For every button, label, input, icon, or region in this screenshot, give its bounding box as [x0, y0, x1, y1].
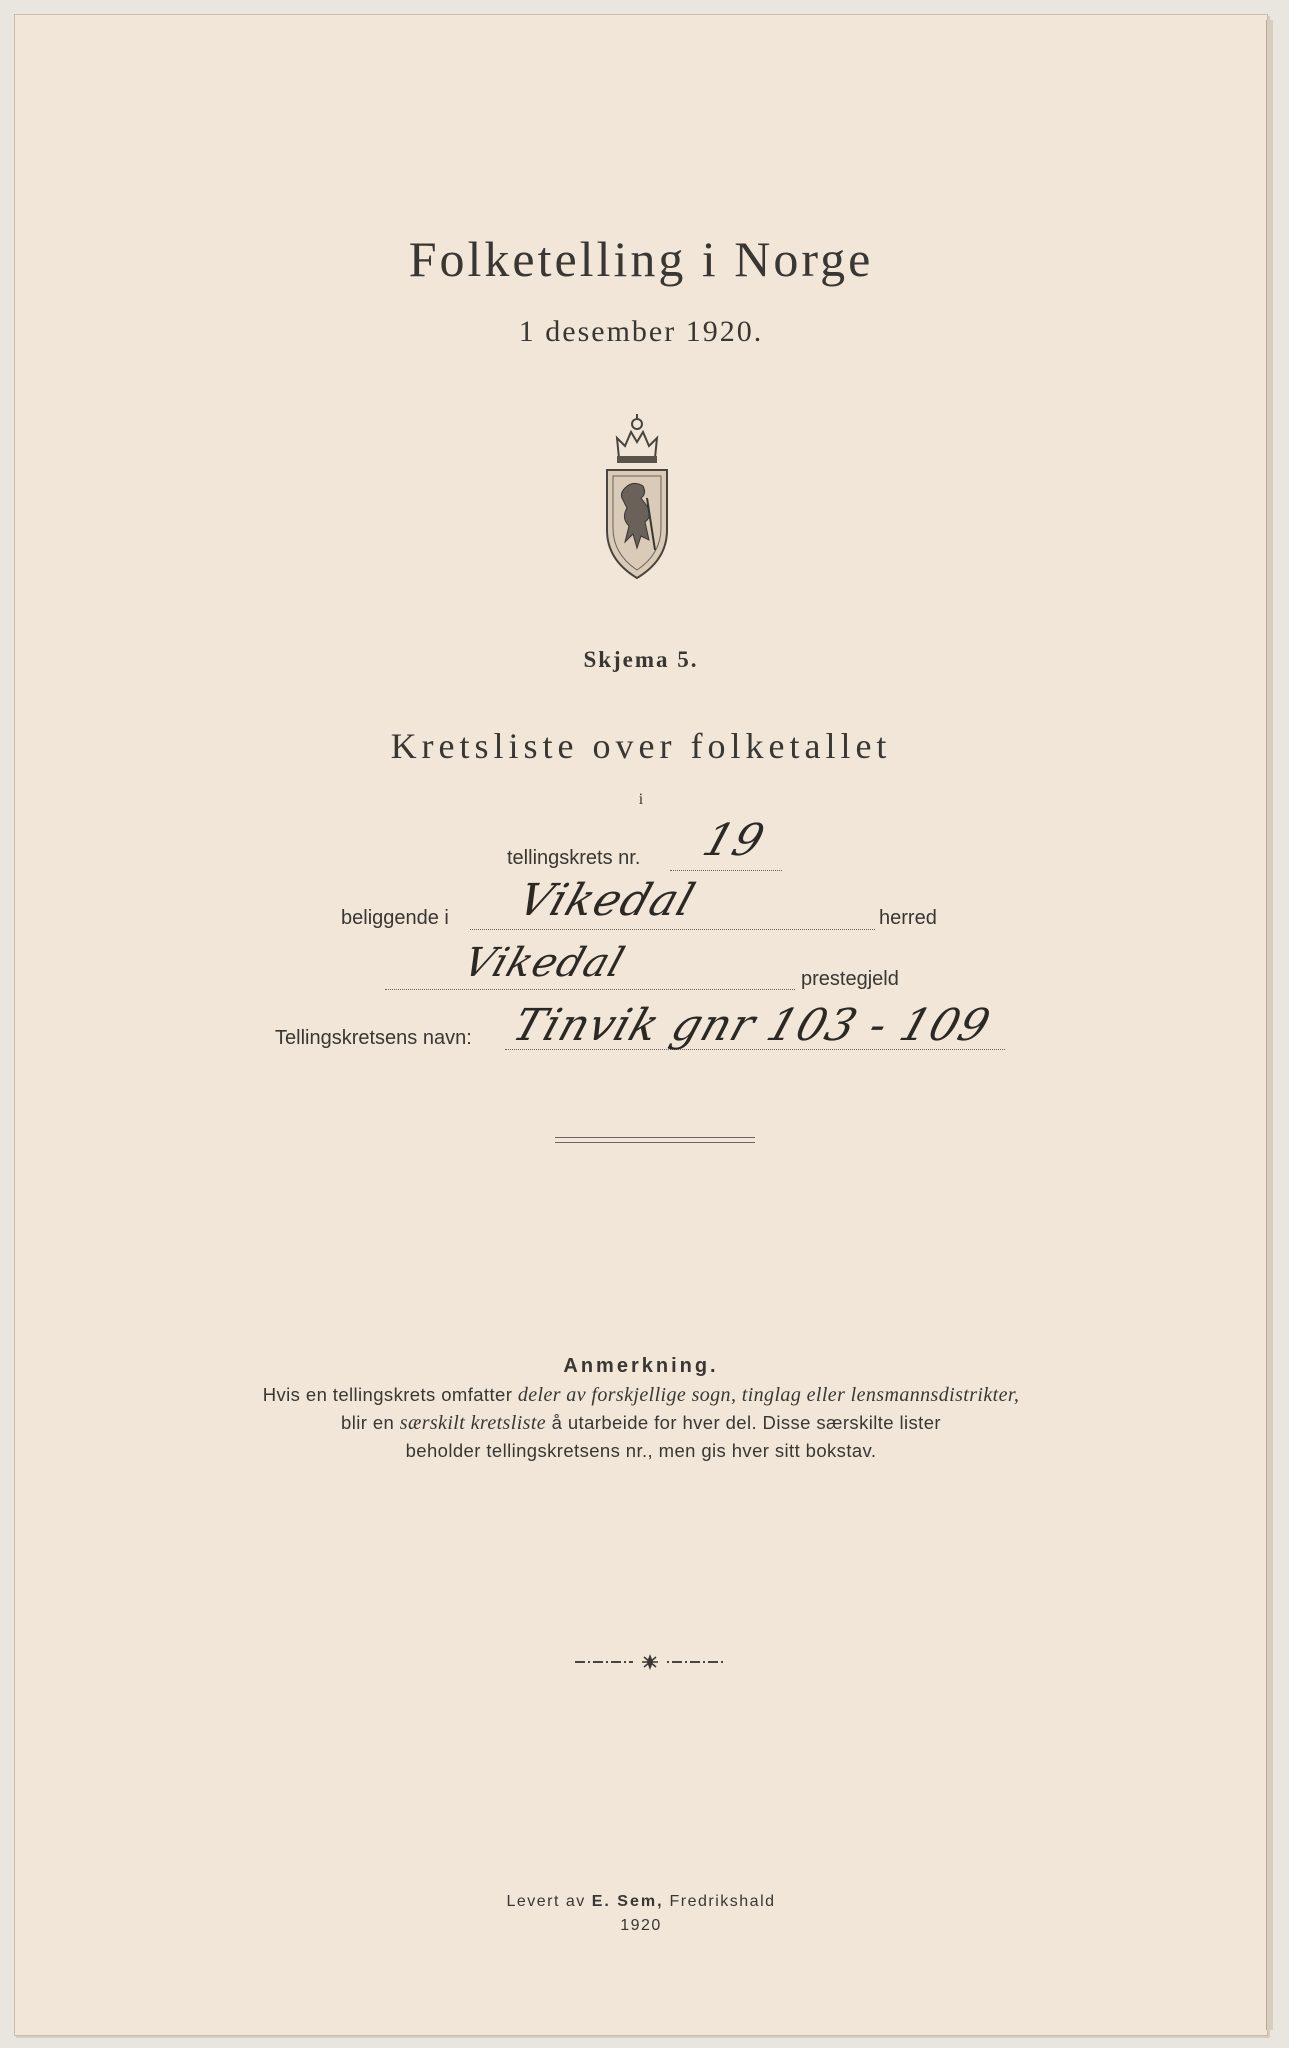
prestegjeld-label: prestegjeld [801, 968, 899, 990]
anmerkning-line-2a: blir en [341, 1412, 400, 1433]
prestegjeld-line [385, 989, 795, 990]
beliggende-label: beliggende i [341, 907, 449, 929]
beliggende-line [470, 929, 875, 930]
document-date: 1 desember 1920. [518, 315, 764, 348]
tellingskrets-line [670, 870, 782, 871]
divider-rule-bottom [555, 1142, 755, 1143]
herred-label: herred [879, 907, 937, 929]
tellingskrets-value: 19 [696, 815, 772, 866]
printer-suffix: Fredrikshald [663, 1893, 776, 1910]
page-edge [1266, 20, 1273, 2030]
printer-line [15, 1890, 1267, 1914]
ornament-divider-icon [575, 1651, 725, 1673]
printer-prefix: Levert av [506, 1893, 592, 1910]
anmerkning-line-1 [15, 1381, 1267, 1409]
anmerkning-text [15, 1381, 1267, 1464]
anmerkning-line-1a: Hvis en tellingskrets omfatter [262, 1384, 518, 1405]
divider-rule-top [555, 1137, 755, 1138]
form-heading: Kretsliste over folketallet [390, 726, 892, 766]
anmerkning-title: Anmerkning. [563, 1355, 719, 1377]
beliggende-value: Vikedal [511, 875, 702, 926]
i-label: i [638, 791, 644, 808]
tellingskrets-label: tellingskrets nr. [507, 847, 641, 869]
anmerkning-line-2b: særskilt kretsliste [399, 1412, 547, 1434]
census-form-page [14, 14, 1268, 2036]
printer-imprint [15, 1890, 1267, 1938]
anmerkning-line-2c: å utarbeide for hver del. Disse særskilte lister [546, 1412, 941, 1433]
anmerkning-line-1b: deler av forskjellige sogn, tinglag eller lensmannsdistrikter, [517, 1384, 1020, 1406]
anmerkning-line-3: beholder tellingskretsens nr., men gis hver sitt bokstav. [405, 1440, 877, 1461]
printer-name: E. Sem, [591, 1893, 664, 1910]
schema-label: Skjema 5. [583, 647, 699, 672]
norway-coat-of-arms-icon [603, 410, 671, 580]
anmerkning-line-2 [15, 1409, 1267, 1437]
navn-label: Tellingskretsens navn: [275, 1027, 472, 1049]
prestegjeld-value: Vikedal [457, 940, 631, 986]
navn-value: Tinvik gnr 103 - 109 [506, 1000, 997, 1051]
printer-year: 1920 [620, 1917, 662, 1934]
document-title: Folketelling i Norge [408, 231, 874, 287]
